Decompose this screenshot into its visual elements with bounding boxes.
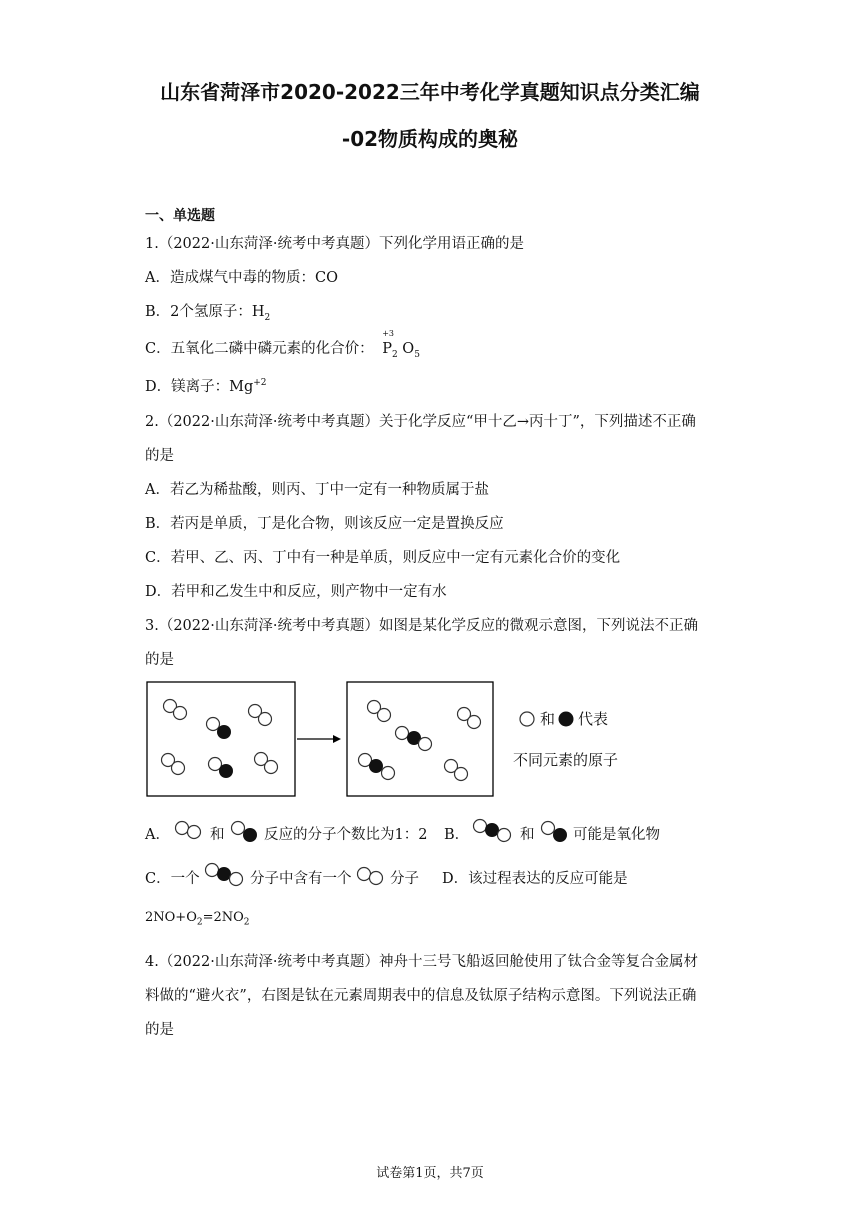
q3-stem-line-2: 的是 bbox=[145, 652, 174, 668]
q2-option-d: D．若甲和乙发生中和反应，则产物中一定有水 bbox=[145, 584, 447, 600]
q1-option-c-formula bbox=[382, 329, 420, 360]
reactant-o2-molecule bbox=[255, 753, 278, 774]
document-title-line-2: -02物质构成的奥秘 bbox=[341, 127, 519, 151]
q1-option-c-o: O bbox=[397, 341, 415, 357]
q4-stem-line-3: 的是 bbox=[145, 1022, 174, 1038]
q2-option-b: B．若丙是单质，丁是化合物，则该反应一定是置换反应 bbox=[145, 516, 504, 532]
reactant-no-molecule bbox=[209, 758, 234, 779]
q3-option-b-and: 和 bbox=[520, 827, 535, 843]
reactant-o2-molecule bbox=[249, 705, 272, 726]
q3-option-d-equation bbox=[145, 910, 250, 928]
q2-option-c: C．若甲、乙、丙、丁中有一种是单质，则反应中一定有元素化合价的变化 bbox=[145, 550, 621, 566]
section-heading: 一、单选题 bbox=[145, 208, 215, 224]
q1-option-d-text: D．镁离子：Mg bbox=[145, 379, 254, 395]
q1-option-b bbox=[145, 300, 270, 323]
product-no2-molecule bbox=[359, 754, 395, 780]
q3-option-b-label: B． bbox=[444, 827, 470, 843]
reactant-no-molecule bbox=[207, 718, 232, 740]
reactant-o2-molecule bbox=[162, 754, 185, 775]
q1-option-c-sub1: 2 bbox=[391, 349, 398, 360]
q3-b-no2-molecule-icon bbox=[470, 816, 520, 846]
q1-option-b-sub: 2 bbox=[264, 312, 271, 323]
reaction-diagram bbox=[145, 680, 505, 800]
q2-stem-line-1: 2.（2022·山东菏泽·统考中考真题）关于化学反应“甲十乙→丙十丁”，下列描述不正确 bbox=[145, 414, 696, 430]
equation-left: 2NO+O bbox=[145, 910, 197, 925]
equation-sub-2: 2 bbox=[243, 917, 250, 928]
q3-option-c-mid: 分子中含有一个 bbox=[250, 871, 352, 887]
q1-option-a: A．造成煤气中毒的物质：CO bbox=[145, 270, 338, 286]
q2-option-a: A．若乙为稀盐酸，则丙、丁中一定有一种物质属于盐 bbox=[145, 482, 489, 498]
legend-represent: 代表 bbox=[578, 710, 609, 728]
equation-sub-1: 2 bbox=[196, 917, 203, 928]
q2-stem-line-2: 的是 bbox=[145, 448, 174, 464]
q1-option-b-text: B．2个氢原子：H bbox=[145, 304, 265, 320]
q3-option-b-text: 可能是氧化物 bbox=[573, 827, 660, 843]
q3-option-c-end: 分子 bbox=[390, 871, 419, 887]
q3-b-no-molecule-icon bbox=[538, 818, 572, 848]
equation-right: =2NO bbox=[202, 910, 244, 925]
product-o2-molecule bbox=[458, 708, 481, 729]
reactants-box bbox=[147, 682, 295, 796]
q1-option-c-p: P bbox=[382, 341, 392, 357]
legend-black-atom-icon bbox=[559, 712, 574, 727]
q1-option-c-charge: +3 bbox=[382, 329, 394, 338]
q4-stem-line-2: 料做的“避火衣”，右图是钛在元素周期表中的信息及钛原子结构示意图。下列说法正确 bbox=[145, 988, 697, 1004]
product-o2-molecule bbox=[445, 760, 468, 781]
q3-stem-line-1: 3.（2022·山东菏泽·统考中考真题）如图是某化学反应的微观示意图，下列说法不正确 bbox=[145, 618, 698, 634]
q3-option-c-label: C．一个 bbox=[145, 871, 200, 887]
q3-c-o2-molecule-icon bbox=[354, 862, 388, 892]
q3-option-a-text: 反应的分子个数比为1：2 bbox=[264, 827, 428, 843]
q4-stem-line-1: 4.（2022·山东菏泽·统考中考真题）神舟十三号飞船返回舱使用了钛合金等复合金属材 bbox=[145, 954, 698, 970]
reaction-arrow bbox=[297, 735, 341, 743]
legend-white-atom-icon bbox=[520, 712, 534, 726]
document-title-line-1: 山东省菏泽市2020-2022三年中考化学真题知识点分类汇编 bbox=[160, 80, 700, 104]
q3-option-d-text: D．该过程表达的反应可能是 bbox=[442, 871, 628, 887]
product-o2-molecule bbox=[368, 701, 391, 722]
q3-option-a-label: A． bbox=[145, 827, 170, 843]
q1-option-c bbox=[145, 329, 420, 360]
reactant-o2-molecule bbox=[164, 700, 187, 720]
q1-option-c-sub2: 5 bbox=[414, 349, 420, 360]
q1-stem: 1.（2022·山东菏泽·统考中考真题）下列化学用语正确的是 bbox=[145, 236, 524, 252]
products-box bbox=[347, 682, 493, 796]
legend-caption: 不同元素的原子 bbox=[513, 751, 619, 769]
legend-and: 和 bbox=[540, 710, 556, 728]
q3-c-no2-molecule-icon bbox=[202, 860, 250, 890]
q1-option-d bbox=[145, 375, 267, 396]
q1-option-d-sup: +2 bbox=[253, 378, 267, 389]
page-footer: 试卷第1页，共7页 bbox=[376, 1166, 484, 1181]
q3-a-no-molecule-icon bbox=[228, 818, 262, 848]
q1-option-c-text: C．五氧化二磷中磷元素的化合价： bbox=[145, 341, 374, 357]
q3-a-o2-molecule-icon bbox=[172, 818, 206, 848]
product-no2-molecule bbox=[396, 727, 432, 751]
q3-option-a-and: 和 bbox=[210, 827, 225, 843]
